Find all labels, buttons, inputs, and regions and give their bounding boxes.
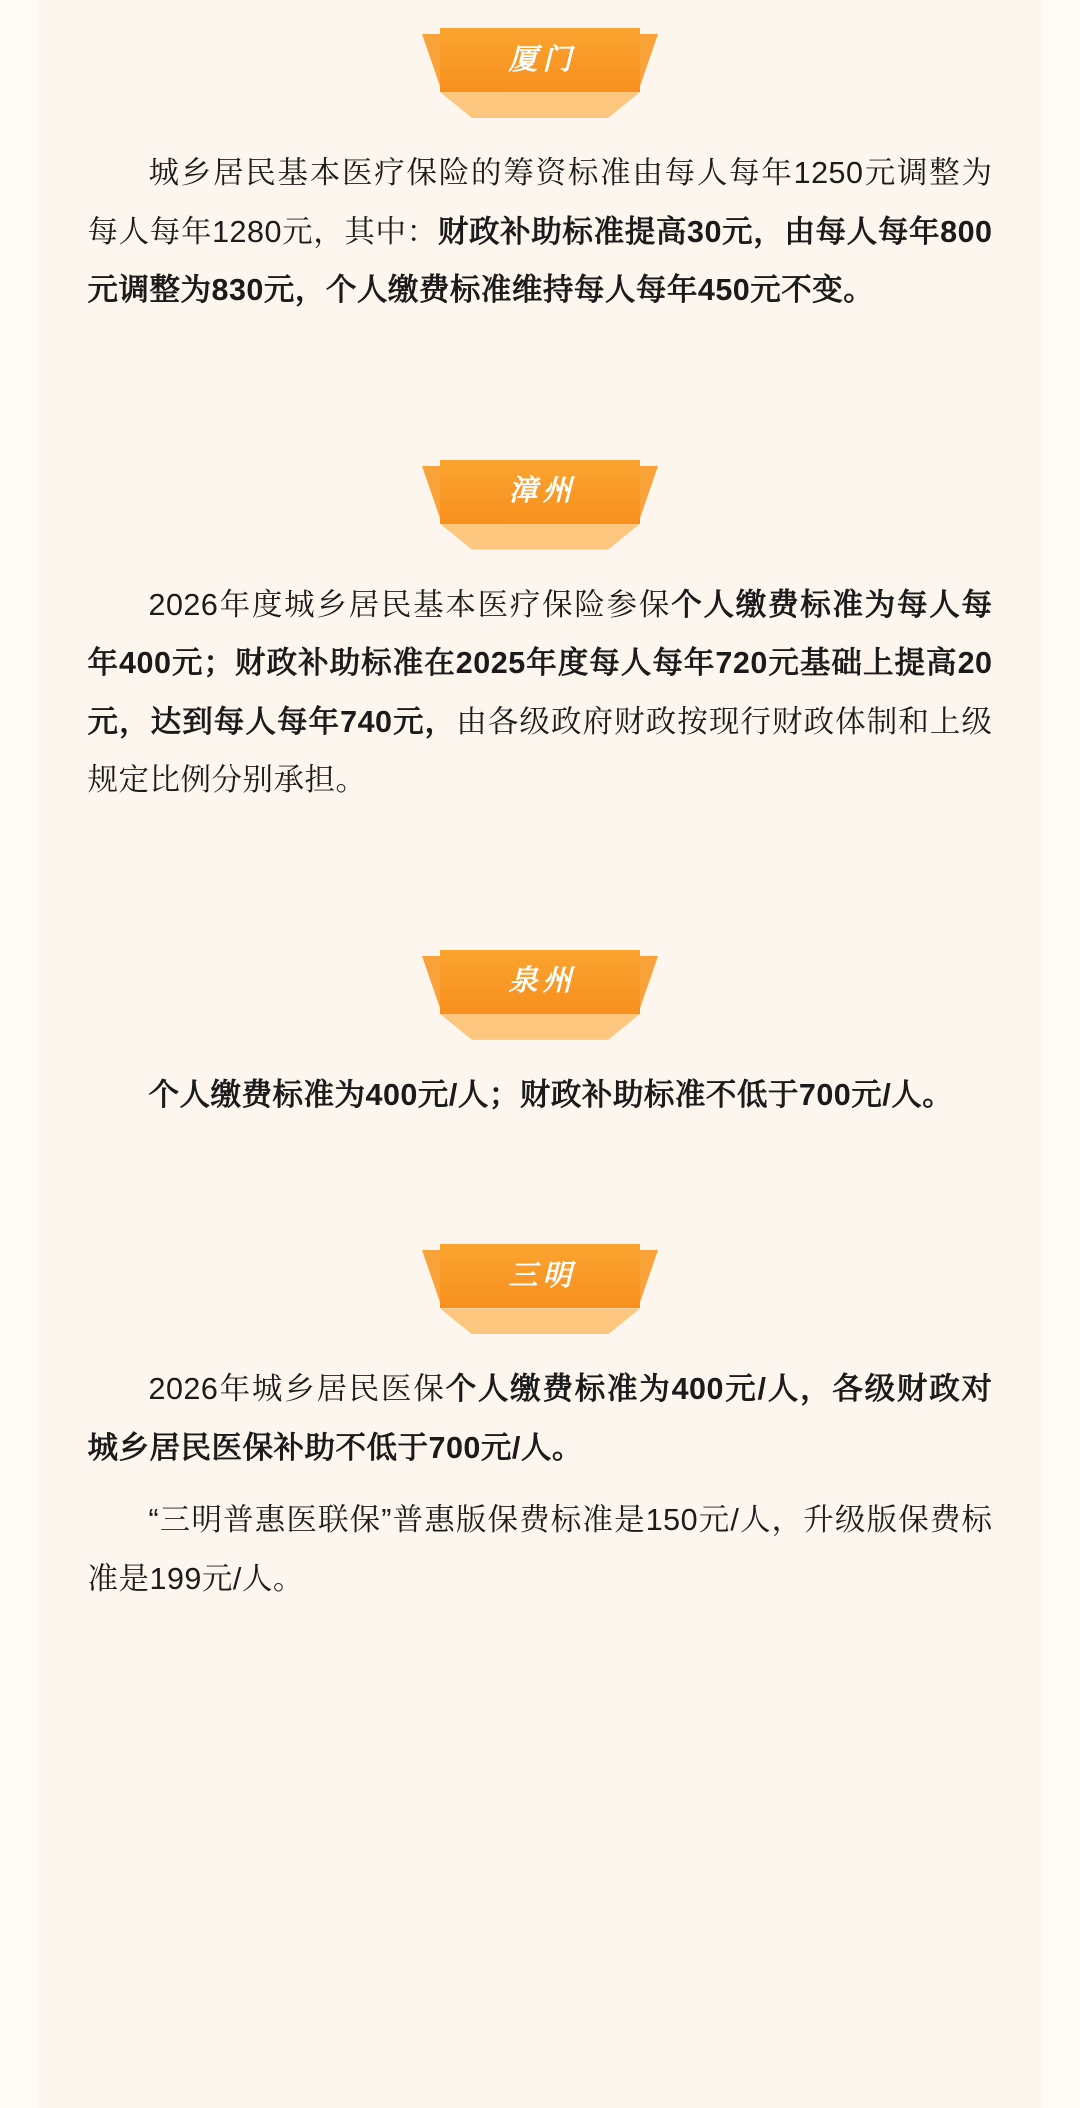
ribbon-flap-icon — [440, 92, 640, 118]
ribbon-right-tail-icon — [638, 1250, 658, 1308]
ribbon-flap-icon — [440, 1308, 640, 1334]
ribbon-flap-icon — [440, 524, 640, 550]
section-zhangzhou — [0, 432, 1080, 810]
section-body — [88, 1360, 993, 1608]
ribbon-body — [440, 28, 640, 92]
section-body — [88, 1066, 993, 1125]
text-run: “三明普惠医联保”普惠版保费标准是150元/人，升级版保费标准是199元/人。 — [87, 1503, 993, 1597]
text-run-bold: 个人缴费标准为400元/人；财政补助标准不低于700元/人。 — [148, 1077, 954, 1112]
ribbon-wrap — [0, 432, 1080, 548]
ribbon-flap-icon — [440, 1014, 640, 1040]
ribbon-body — [440, 1244, 640, 1308]
section-quanzhou — [0, 922, 1080, 1125]
section-title: 三明 — [508, 1259, 577, 1292]
text-run: 城乡居民基本医疗保险的筹资标准由每人每年1250元调整为每人每年1280元，其中： — [87, 156, 993, 249]
text-run-bold: 个人缴费标准为每人每年400元；财政补助标准在2025年度每人每年720元基础上提高20元，达到每人每年740元， — [87, 587, 993, 739]
spacer — [0, 810, 1080, 922]
ribbon-left-tail-icon — [422, 34, 442, 92]
text-run: 2026年度城乡居民基本医疗保险参保 — [148, 587, 672, 622]
paragraph — [88, 144, 993, 320]
ribbon-left-tail-icon — [422, 466, 442, 524]
section-title: 泉州 — [508, 965, 577, 998]
text-run: 2026年城乡居民医保 — [148, 1372, 446, 1407]
paragraph — [88, 1491, 993, 1608]
ribbon-wrap — [0, 922, 1080, 1038]
ribbon-body — [440, 950, 640, 1014]
banner-ribbon-icon — [422, 1244, 658, 1332]
section-xiamen — [0, 0, 1080, 320]
ribbon-wrap — [0, 1216, 1080, 1332]
spacer — [0, 320, 1080, 432]
banner-ribbon-icon — [422, 950, 658, 1038]
section-title: 厦门 — [508, 43, 577, 76]
ribbon-right-tail-icon — [638, 466, 658, 524]
ribbon-body — [440, 460, 640, 524]
ribbon-right-tail-icon — [638, 34, 658, 92]
paragraph — [88, 1360, 993, 1477]
paragraph — [88, 1066, 993, 1125]
section-body — [88, 144, 993, 320]
banner-ribbon-icon — [422, 28, 658, 116]
text-run-bold: 个人缴费标准为400元/人，各级财政对城乡居民医保补助不低于700元/人。 — [87, 1372, 993, 1465]
ribbon-left-tail-icon — [422, 1250, 442, 1308]
text-run-bold: 财政补助标准提高30元，由每人每年800元调整为830元，个人缴费标准维持每人每年450元不变。 — [87, 214, 993, 308]
section-body — [88, 576, 993, 810]
section-sanming — [0, 1216, 1080, 1608]
section-title: 漳州 — [508, 475, 577, 508]
ribbon-right-tail-icon — [638, 956, 658, 1014]
paragraph — [88, 576, 993, 810]
text-run: 由各级政府财政按现行财政体制和上级规定比例分别承担。 — [87, 704, 993, 798]
ribbon-wrap — [0, 0, 1080, 116]
banner-ribbon-icon — [422, 460, 658, 548]
spacer — [0, 1124, 1080, 1216]
ribbon-left-tail-icon — [422, 956, 442, 1014]
